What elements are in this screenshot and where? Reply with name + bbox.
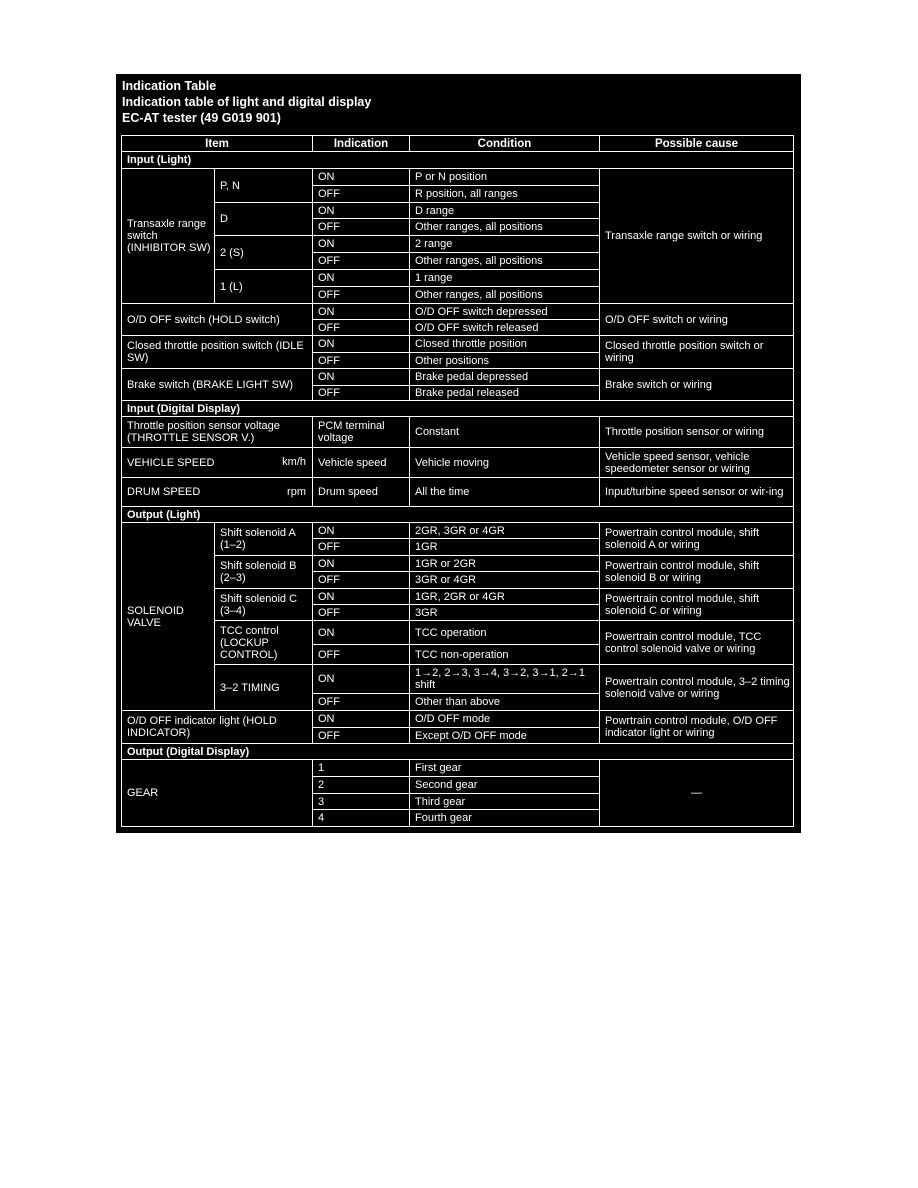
- od-off-indicator-cause: Powrtrain control module, O/D OFF indicator light or wiring: [605, 715, 778, 739]
- condition-on: O/D OFF switch depressed: [415, 305, 548, 318]
- indication-on: ON: [318, 626, 335, 639]
- condition-on: Closed throttle position: [415, 338, 527, 350]
- transaxle-cause: Transaxle range switch or wiring: [605, 230, 763, 242]
- condition-off: Except O/D OFF mode: [415, 729, 527, 742]
- od-off-switch-cause: O/D OFF switch or wiring: [605, 313, 728, 326]
- drum-speed-unit: rpm: [287, 485, 306, 498]
- section-output-light: Output (Light): [127, 508, 201, 521]
- gear-indication: 2: [318, 779, 325, 791]
- condition-off: O/D OFF switch released: [415, 321, 539, 334]
- condition-on: 1 range: [415, 272, 453, 284]
- condition-off: 1GR: [415, 541, 438, 553]
- condition-off: Other than above: [415, 696, 501, 708]
- condition-on: O/D OFF mode: [415, 713, 491, 725]
- gear-label: GEAR: [127, 787, 159, 799]
- indication-off: OFF: [318, 606, 340, 619]
- condition-off: R position, all ranges: [415, 188, 518, 200]
- indication-on: ON: [318, 338, 335, 350]
- gear-indication: 1: [318, 762, 325, 774]
- indication-on: ON: [318, 713, 335, 725]
- condition-on: 2GR, 3GR or 4GR: [415, 524, 505, 537]
- solenoid-valve-label: SOLENOID VALVE: [127, 604, 184, 629]
- transaxle-sub-label: P, N: [220, 179, 240, 192]
- indication-on: ON: [318, 524, 335, 537]
- transaxle-sub-label: D: [220, 213, 228, 225]
- grid-line: [121, 826, 794, 827]
- vehicle-speed-unit: km/h: [282, 456, 306, 468]
- section-input-light: Input (Light): [127, 154, 192, 166]
- condition-on: Brake pedal depressed: [415, 371, 529, 383]
- gear-indication: 3: [318, 795, 325, 808]
- closed-throttle-switch-label: Closed throttle position switch (IDLE SW): [127, 340, 304, 364]
- condition-off: Brake pedal released: [415, 387, 519, 399]
- gear-condition: Second gear: [415, 779, 478, 791]
- condition-off: Other ranges, all positions: [415, 221, 543, 233]
- indication-on: ON: [318, 673, 335, 685]
- closed-throttle-switch-cause: Closed throttle position switch or wiring: [605, 340, 764, 364]
- solenoid-tcc-label: TCC control (LOCKUP CONTROL): [220, 624, 279, 661]
- solenoid-c-cause: Powertrain control module, shift solenoid C or wiring: [605, 592, 760, 617]
- indication-off: OFF: [318, 321, 340, 334]
- section-output-digital: Output (Digital Display): [127, 745, 250, 758]
- indication-on: ON: [318, 371, 335, 383]
- condition-off: Other ranges, all positions: [415, 255, 543, 267]
- condition-on: 1GR or 2GR: [415, 557, 477, 570]
- solenoid-b-cause: Powertrain control module, shift solenoid B or wiring: [605, 560, 760, 584]
- gear-condition: Third gear: [415, 795, 466, 808]
- transaxle-sub-label: 1 (L): [220, 280, 243, 293]
- solenoid-tcc-cause: Powertrain control module, TCC control solenoid valve or wiring: [605, 630, 762, 655]
- indication-on: ON: [318, 238, 335, 250]
- drum-speed-cause: Input/turbine speed sensor or wir-ing: [605, 486, 784, 498]
- solenoid-b-label: Shift solenoid B (2–3): [220, 560, 297, 584]
- condition-on: P or N position: [415, 171, 487, 183]
- throttle-sensor-voltage-label: Throttle position sensor voltage (THROTTLE SENSOR V.): [127, 420, 280, 444]
- gear-indication: 4: [318, 812, 325, 824]
- indication-on: ON: [318, 272, 335, 284]
- drum-speed-label: DRUM SPEED: [127, 486, 201, 498]
- condition-on: 1→2, 2→3, 3→4, 3→2, 3→1, 2→1 shift: [415, 667, 585, 691]
- gear-cause: —: [691, 787, 702, 799]
- indication-off: OFF: [318, 574, 340, 586]
- condition-on: D range: [415, 204, 455, 217]
- title-line-2: Indication table of light and digital display: [122, 95, 372, 109]
- indication-off: OFF: [318, 221, 340, 233]
- condition-off: 3GR: [415, 606, 438, 619]
- throttle-sensor-voltage-indication: PCM terminal voltage: [318, 420, 385, 444]
- condition-off: TCC non-operation: [415, 648, 509, 661]
- drum-speed-indication: Drum speed: [318, 486, 378, 498]
- header-indication: Indication: [333, 137, 389, 150]
- solenoid-a-label: Shift solenoid A (1–2): [220, 527, 296, 551]
- indication-on: ON: [318, 557, 335, 570]
- gear-condition: Fourth gear: [415, 812, 472, 824]
- transaxle-sub-label: 2 (S): [220, 246, 244, 259]
- section-input-digital: Input (Digital Display): [127, 402, 241, 415]
- indication-off: OFF: [318, 648, 340, 661]
- drum-speed-condition: All the time: [415, 486, 470, 498]
- transaxle-range-switch-label: Transaxle range switch (INHIBITOR SW): [127, 218, 211, 254]
- od-off-indicator-label: O/D OFF indicator light (HOLD INDICATOR): [127, 715, 277, 739]
- od-off-switch-label: O/D OFF switch (HOLD switch): [127, 313, 280, 326]
- solenoid-c-label: Shift solenoid C (3–4): [220, 592, 298, 617]
- brake-switch-label: Brake switch (BRAKE LIGHT SW): [127, 378, 294, 391]
- condition-on: TCC operation: [415, 626, 487, 639]
- condition-off: Other positions: [415, 354, 489, 367]
- vehicle-speed-condition: Vehicle moving: [415, 456, 489, 469]
- header-condition: Condition: [477, 137, 532, 150]
- indication-on: ON: [318, 204, 335, 217]
- throttle-sensor-voltage-cause: Throttle position sensor or wiring: [605, 426, 764, 438]
- condition-off: 3GR or 4GR: [415, 574, 477, 586]
- indication-off: OFF: [318, 354, 340, 367]
- indication-on: ON: [318, 590, 335, 603]
- brake-switch-cause: Brake switch or wiring: [605, 378, 712, 391]
- indication-off: OFF: [318, 289, 340, 301]
- indication-on: ON: [318, 305, 335, 318]
- indication-on: ON: [318, 171, 335, 183]
- solenoid-timing-cause: Powertrain control module, 3–2 timing solenoid valve or wiring: [605, 675, 790, 700]
- solenoid-timing-label: 3–2 TIMING: [220, 681, 280, 694]
- title-line-3: EC-AT tester (49 G019 901): [122, 111, 281, 125]
- vehicle-speed-indication: Vehicle speed: [318, 456, 387, 469]
- indication-off: OFF: [318, 696, 340, 708]
- header-item: Item: [205, 137, 229, 150]
- indication-off: OFF: [318, 188, 340, 200]
- indication-table: [116, 74, 801, 833]
- indication-table-panel: [116, 74, 801, 833]
- indication-off: OFF: [318, 255, 340, 267]
- condition-on: 1GR, 2GR or 4GR: [415, 590, 505, 603]
- indication-off: OFF: [318, 541, 340, 553]
- vehicle-speed-cause: Vehicle speed sensor, vehicle speedometer sensor or wiring: [605, 450, 750, 475]
- grid-line: [793, 135, 794, 827]
- title-line-1: Indication Table: [122, 79, 217, 93]
- indication-off: OFF: [318, 387, 340, 399]
- header-possible-cause: Possible cause: [654, 137, 739, 150]
- throttle-sensor-voltage-condition: Constant: [415, 426, 460, 438]
- solenoid-a-cause: Powertrain control module, shift solenoid A or wiring: [605, 527, 760, 551]
- indication-off: OFF: [318, 729, 340, 742]
- condition-off: Other ranges, all positions: [415, 289, 543, 301]
- condition-on: 2 range: [415, 238, 453, 250]
- vehicle-speed-label: VEHICLE SPEED: [127, 456, 215, 469]
- gear-condition: First gear: [415, 762, 462, 774]
